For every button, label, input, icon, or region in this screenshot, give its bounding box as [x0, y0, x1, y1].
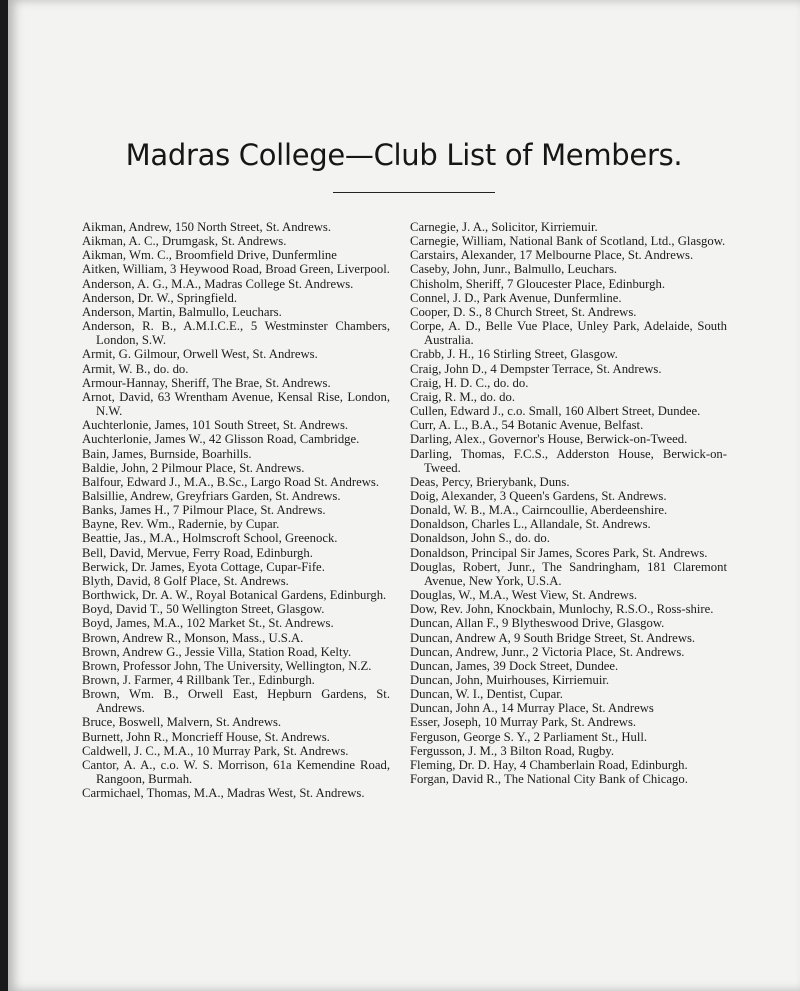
member-entry: Burnett, John R., Moncrieff House, St. Andrews. [82, 729, 330, 744]
member-entry: Deas, Percy, Brierybank, Duns. [410, 474, 570, 489]
member-entry: Anderson, Dr. W., Springfield. [82, 290, 238, 305]
member-entry: Duncan, John, Muirhouses, Kirriemuir. [410, 673, 610, 687]
member-entry: Aikman, Andrew, 150 North Street, St. Andrews. [82, 220, 332, 234]
member-entry: Brown, J. Farmer, 4 Rillbank Ter., Edinburgh. [82, 673, 315, 687]
member-entry: Armit, G. Gilmour, Orwell West, St. Andrews. [82, 347, 318, 362]
member-entry: Berwick, Dr. James, Eyota Cottage, Cupar-Fife. [82, 559, 325, 574]
member-entry: Bain, James, Burnside, Boarhills. [82, 446, 252, 461]
document-page [8, 0, 800, 991]
member-entry: Carstairs, Alexander, 17 Melbourne Place, St. Andrews. [410, 248, 694, 263]
member-entry: Banks, James H., 7 Pilmour Place, St. Andrews. [82, 503, 326, 518]
member-entry: Donaldson, John S., do. do. [410, 531, 550, 546]
member-entry: Carnegie, William, National Bank of Scotland, Ltd., Glasgow. [410, 234, 726, 249]
member-entry: Douglas, Robert, Junr., The Sandringham, 181 Claremont Avenue, New York, U.S.A. [410, 559, 727, 588]
member-entry: Anderson, A. G., M.A., Madras College St. Andrews. [82, 276, 354, 291]
member-entry: Darling, Alex., Governor's House, Berwick-on-Tweed. [410, 432, 688, 447]
member-entry: Arnot, David, 63 Wrentham Avenue, Kensal Rise, London, N.W. [82, 389, 390, 419]
member-entry: Anderson, Martin, Balmullo, Leuchars. [82, 304, 282, 319]
member-entry: Cullen, Edward J., c.o. Small, 160 Albert Street, Dundee. [410, 404, 701, 419]
member-entry: Duncan, Andrew, Junr., 2 Victoria Place, St. Andrews. [410, 644, 685, 659]
member-entry: Carnegie, J. A., Solicitor, Kirriemuir. [410, 220, 598, 234]
member-entry: Armit, W. B., do. do. [82, 361, 189, 376]
member-entry: Aikman, Wm. C., Broomfield Drive, Dunfermline [82, 248, 337, 263]
member-entry: Balfour, Edward J., M.A., B.Sc., Largo Road St. Andrews. [82, 474, 380, 489]
member-entry: Dow, Rev. John, Knockbain, Munlochy, R.S.O., Ross-shire. [410, 602, 714, 617]
member-entry: Donaldson, Principal Sir James, Scores Park, St. Andrews. [410, 545, 708, 560]
member-entry: Boyd, James, M.A., 102 Market St., St. Andrews. [82, 616, 334, 631]
member-entry: Beattie, Jas., M.A., Holmscroft School, Greenock. [82, 531, 338, 546]
member-entry: Armour-Hannay, Sheriff, The Brae, St. Andrews. [82, 375, 331, 390]
member-entry: Craig, H. D. C., do. do. [410, 375, 529, 390]
member-entry: Caseby, John, Junr., Balmullo, Leuchars. [410, 262, 618, 277]
member-entry: Craig, R. M., do. do. [410, 389, 516, 404]
member-entry: Cantor, A. A., c.o. W. S. Morrison, 61a Kemendine Road, Rangoon, Burmah. [82, 757, 390, 787]
member-entry: Doig, Alexander, 3 Queen's Gardens, St. Andrews. [410, 488, 667, 503]
member-entry: Donald, W. B., M.A., Cairncoullie, Aberdeenshire. [410, 503, 668, 518]
member-entry: Fleming, Dr. D. Hay, 4 Chamberlain Road, Edinburgh. [410, 757, 688, 772]
member-entry: Duncan, James, 39 Dock Street, Dundee. [410, 658, 619, 673]
member-entry: Forgan, David R., The National City Bank of Chicago. [410, 772, 688, 787]
member-entry: Corpe, A. D., Belle Vue Place, Unley Park, Adelaide, South Australia. [410, 319, 727, 348]
member-entry: Duncan, John A., 14 Murray Place, St. Andrews [410, 701, 654, 716]
member-entry: Anderson, R. B., A.M.I.C.E., 5 Westminster Chambers, London, S.W. [82, 319, 390, 348]
member-entry: Craig, John D., 4 Dempster Terrace, St. Andrews. [410, 361, 662, 376]
member-entry: Curr, A. L., B.A., 54 Botanic Avenue, Belfast. [410, 418, 644, 433]
member-entry: Connel, J. D., Park Avenue, Dunfermline. [410, 290, 622, 305]
member-entry: Brown, Andrew R., Monson, Mass., U.S.A. [82, 630, 304, 645]
member-entry: Bell, David, Mervue, Ferry Road, Edinburgh. [82, 545, 313, 560]
member-entry: Baldie, John, 2 Pilmour Place, St. Andrews. [82, 460, 305, 475]
member-entry: Cooper, D. S., 8 Church Street, St. Andrews. [410, 304, 637, 319]
member-entry: Donaldson, Charles L., Allandale, St. Andrews. [410, 517, 651, 532]
member-entry: Boyd, David T., 50 Wellington Street, Glasgow. [82, 602, 325, 617]
member-entry: Chisholm, Sheriff, 7 Gloucester Place, Edinburgh. [410, 276, 666, 291]
title-rule [333, 192, 495, 193]
member-entry: Brown, Andrew G., Jessie Villa, Station Road, Kelty. [82, 644, 352, 659]
member-entry: Brown, Wm. B., Orwell East, Hepburn Gardens, St. Andrews. [82, 687, 390, 716]
member-entry: Auchterlonie, James W., 42 Glisson Road, Cambridge. [82, 432, 360, 447]
member-entry: Esser, Joseph, 10 Murray Park, St. Andrews. [410, 715, 637, 730]
member-entry: Aitken, William, 3 Heywood Road, Broad Green, Liverpool. [82, 262, 390, 277]
member-entry: Auchterlonie, James, 101 South Street, St. Andrews. [82, 418, 349, 433]
page-title: Madras College—Club List of Members. [125, 138, 683, 172]
member-list-right-column [410, 220, 727, 786]
member-entry: Crabb, J. H., 16 Stirling Street, Glasgow. [410, 347, 618, 362]
member-entry: Fergusson, J. M., 3 Bilton Road, Rugby. [410, 743, 615, 758]
member-entry: Duncan, Allan F., 9 Blytheswood Drive, Glasgow. [410, 616, 665, 631]
member-entry: Carmichael, Thomas, M.A., Madras West, St. Andrews. [82, 786, 365, 801]
member-entry: Blyth, David, 8 Golf Place, St. Andrews. [82, 573, 289, 588]
member-entry: Douglas, W., M.A., West View, St. Andrews. [410, 588, 638, 603]
member-entry: Duncan, Andrew A, 9 South Bridge Street, St. Andrews. [410, 630, 696, 645]
member-entry: Caldwell, J. C., M.A., 10 Murray Park, St. Andrews. [82, 743, 349, 758]
member-list-left-column [82, 220, 390, 800]
member-entry: Bruce, Boswell, Malvern, St. Andrews. [82, 715, 282, 730]
member-entry: Borthwick, Dr. A. W., Royal Botanical Gardens, Edinburgh. [82, 588, 387, 603]
member-entry: Ferguson, George S. Y., 2 Parliament St., Hull. [410, 729, 648, 744]
member-entry: Bayne, Rev. Wm., Radernie, by Cupar. [82, 517, 280, 532]
member-entry: Brown, Professor John, The University, Wellington, N.Z. [82, 658, 372, 673]
member-entry: Duncan, W. I., Dentist, Cupar. [410, 687, 563, 702]
member-entry: Balsillie, Andrew, Greyfriars Garden, St. Andrews. [82, 488, 341, 503]
member-entry: Darling, Thomas, F.C.S., Adderston House, Berwick-on-Tweed. [410, 446, 727, 475]
member-entry: Aikman, A. C., Drumgask, St. Andrews. [82, 234, 287, 249]
